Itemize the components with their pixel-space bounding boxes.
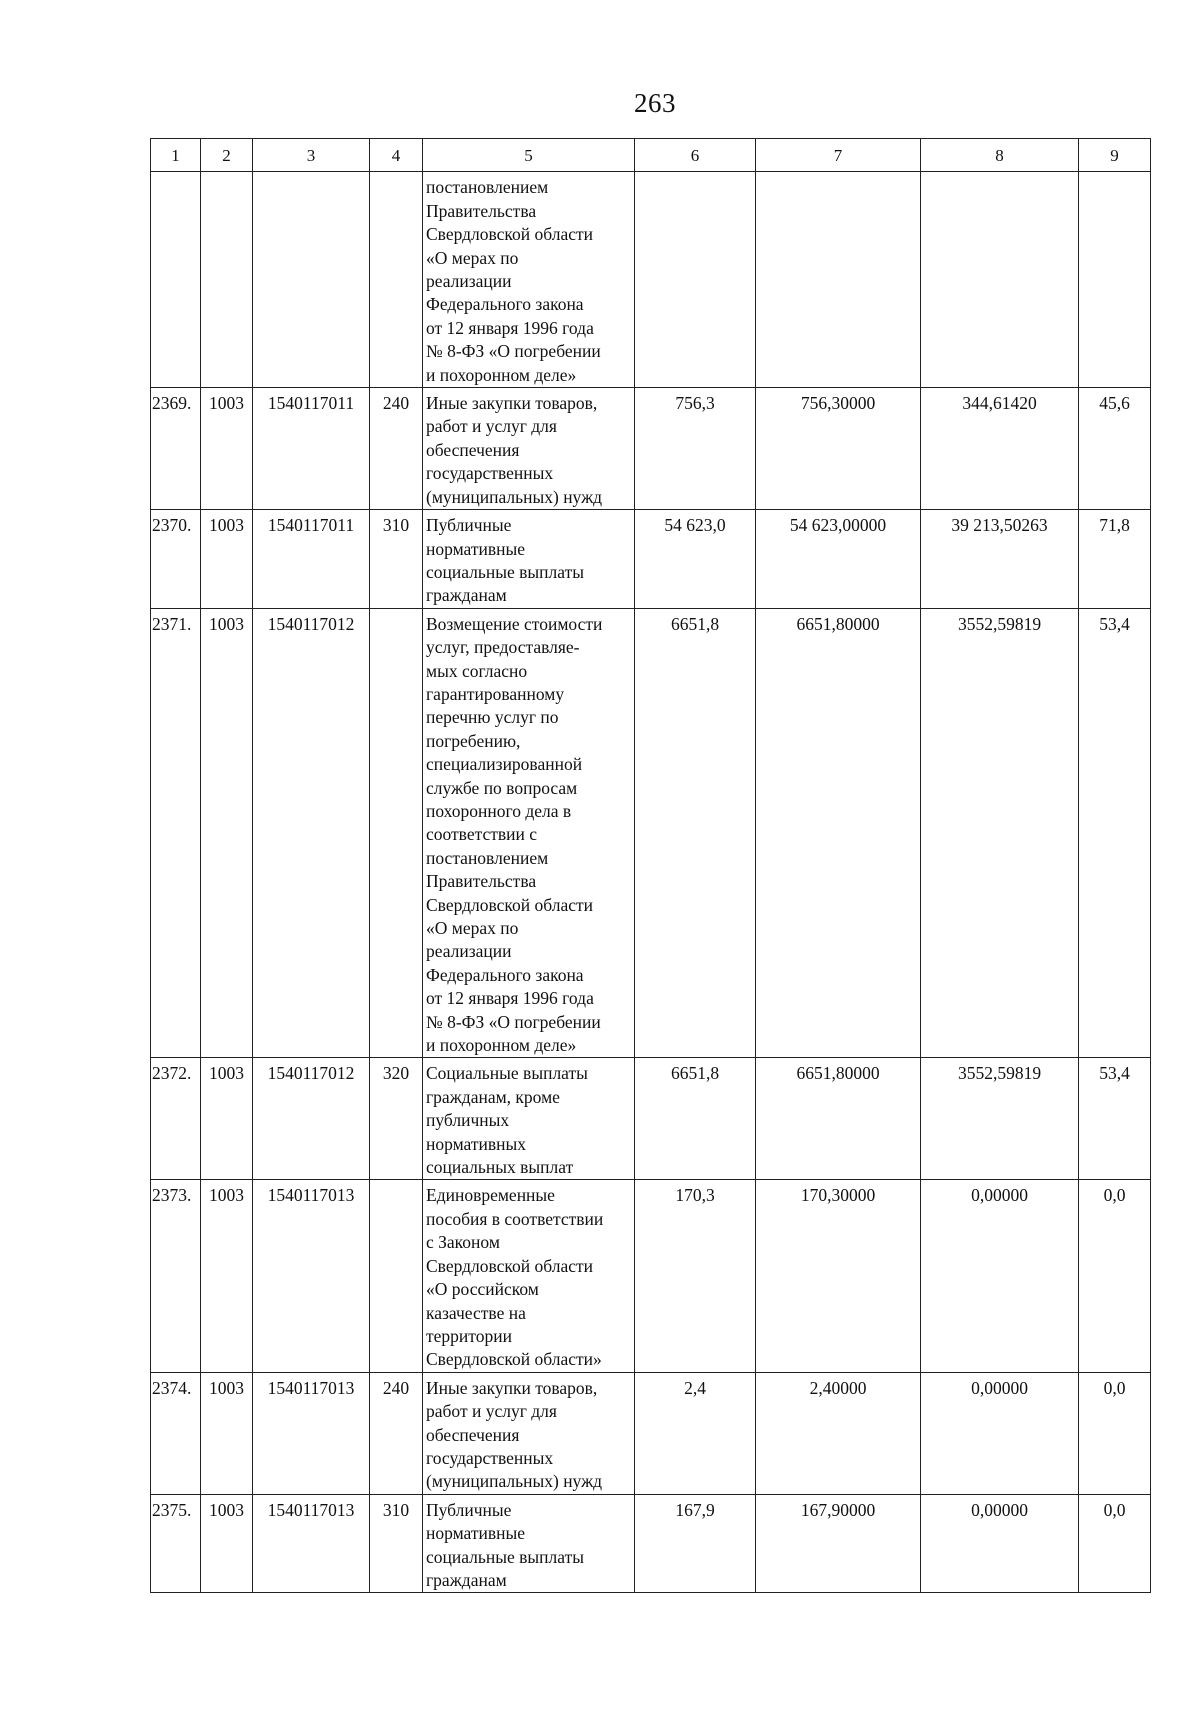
refined-amount-cell: 2,40000: [756, 1372, 921, 1494]
description-line: нормативные: [426, 1523, 526, 1544]
description-line: государственных: [426, 463, 554, 484]
column-header-8: 8: [921, 139, 1079, 172]
refined-amount-cell: 170,30000: [756, 1180, 921, 1372]
column-header-6: 6: [635, 139, 756, 172]
executed-amount-cell: 39 213,50263: [921, 510, 1079, 609]
description-line: Правительства: [426, 200, 537, 221]
description-line: социальные выплаты: [426, 561, 584, 582]
table-row: [151, 608, 1151, 1058]
description-line: обеспечения: [426, 439, 520, 460]
section-code-cell: 1003: [201, 1372, 253, 1494]
approved-amount-cell: 2,4: [635, 1372, 756, 1494]
expense-type-cell: 240: [370, 388, 423, 510]
description-line: Свердловской области: [426, 224, 594, 245]
description-cell: [423, 172, 635, 388]
execution-percent-cell: 71,8: [1079, 510, 1151, 609]
target-article-cell: 1540117012: [253, 1058, 370, 1180]
column-header-2: 2: [201, 139, 253, 172]
approved-amount-cell: 6651,8: [635, 1058, 756, 1180]
description-line: (муниципальных) нужд: [426, 486, 603, 507]
expense-type-cell: 310: [370, 510, 423, 609]
column-header-5: 5: [423, 139, 635, 172]
description-line: государственных: [426, 1447, 554, 1468]
description-cell: [423, 1058, 635, 1180]
table-row: [151, 388, 1151, 510]
column-header-1: 1: [151, 139, 201, 172]
description-line: нормативные: [426, 538, 526, 559]
target-article-cell: 1540117013: [253, 1494, 370, 1593]
description-line: и похоронном деле»: [426, 364, 577, 385]
expense-type-cell: [370, 608, 423, 1058]
table-row: [151, 510, 1151, 609]
row-number-cell: 2374.: [151, 1372, 201, 1494]
table-row: [151, 1494, 1151, 1593]
description-line: гражданам: [426, 1569, 507, 1590]
description-line: «О российском: [426, 1279, 539, 1300]
row-number-cell: 2369.: [151, 388, 201, 510]
description-line: Публичные: [426, 515, 512, 536]
description-line: постановлением: [426, 847, 549, 868]
execution-percent-cell: 0,0: [1079, 1372, 1151, 1494]
expense-type-cell: [370, 1180, 423, 1372]
refined-amount-cell: 54 623,00000: [756, 510, 921, 609]
section-code-cell: 1003: [201, 1058, 253, 1180]
description-line: гарантированному: [426, 683, 565, 704]
section-code-cell: 1003: [201, 388, 253, 510]
table-row: [151, 1180, 1151, 1372]
executed-amount-cell: 3552,59819: [921, 608, 1079, 1058]
approved-amount-cell: 167,9: [635, 1494, 756, 1593]
refined-amount-cell: 167,90000: [756, 1494, 921, 1593]
description-line: Федерального закона: [426, 964, 584, 985]
execution-percent-cell: 0,0: [1079, 1180, 1151, 1372]
description-line: работ и услуг для: [426, 1401, 557, 1422]
approved-amount-cell: 756,3: [635, 388, 756, 510]
description-line: перечню услуг по: [426, 707, 559, 728]
section-code-cell: 1003: [201, 608, 253, 1058]
expense-type-cell: [370, 172, 423, 388]
row-number-cell: 2372.: [151, 1058, 201, 1180]
description-line: социальных выплат: [426, 1157, 574, 1178]
description-line: реализации: [426, 941, 512, 962]
column-header-4: 4: [370, 139, 423, 172]
description-line: Возмещение стоимости: [426, 613, 603, 634]
column-header-7: 7: [756, 139, 921, 172]
target-article-cell: 1540117011: [253, 510, 370, 609]
row-number-cell: 2373.: [151, 1180, 201, 1372]
description-cell: [423, 1494, 635, 1593]
row-number-cell: 2370.: [151, 510, 201, 609]
column-header-3: 3: [253, 139, 370, 172]
target-article-cell: 1540117013: [253, 1372, 370, 1494]
description-cell: [423, 1372, 635, 1494]
description-line: обеспечения: [426, 1424, 520, 1445]
approved-amount-cell: 54 623,0: [635, 510, 756, 609]
expense-type-cell: 310: [370, 1494, 423, 1593]
description-line: работ и услуг для: [426, 416, 557, 437]
description-line: похоронного дела в: [426, 800, 572, 821]
table-header-row: [151, 139, 1151, 172]
description-line: «О мерах по: [426, 247, 519, 268]
executed-amount-cell: [921, 172, 1079, 388]
description-line: территории: [426, 1325, 512, 1346]
page-number: 263: [634, 88, 676, 118]
description-line: «О мерах по: [426, 918, 519, 938]
row-number-cell: 2375.: [151, 1494, 201, 1593]
section-code-cell: [201, 172, 253, 388]
refined-amount-cell: [756, 172, 921, 388]
description-cell: [423, 1180, 635, 1372]
target-article-cell: 1540117013: [253, 1180, 370, 1372]
description-line: погребению,: [426, 730, 521, 751]
description-line: и похоронном деле»: [426, 1035, 577, 1056]
executed-amount-cell: 344,61420: [921, 388, 1079, 510]
budget-table: [150, 138, 1151, 1593]
description-line: казачестве на: [426, 1302, 526, 1323]
execution-percent-cell: 53,4: [1079, 608, 1151, 1058]
description-line: Федерального закона: [426, 294, 584, 315]
executed-amount-cell: 0,00000: [921, 1180, 1079, 1372]
approved-amount-cell: 6651,8: [635, 608, 756, 1058]
section-code-cell: 1003: [201, 1180, 253, 1372]
description-line: Социальные выплаты: [426, 1063, 588, 1084]
description-line: Иные закупки товаров,: [426, 1377, 598, 1398]
section-code-cell: 1003: [201, 1494, 253, 1593]
row-number-cell: 2371.: [151, 608, 201, 1058]
section-code-cell: 1003: [201, 510, 253, 609]
refined-amount-cell: 756,30000: [756, 388, 921, 510]
description-cell: [423, 388, 635, 510]
execution-percent-cell: 45,6: [1079, 388, 1151, 510]
description-line: Публичные: [426, 1499, 512, 1520]
expense-type-cell: 320: [370, 1058, 423, 1180]
refined-amount-cell: 6651,80000: [756, 608, 921, 1058]
approved-amount-cell: [635, 172, 756, 388]
executed-amount-cell: 0,00000: [921, 1372, 1079, 1494]
description-line: (муниципальных) нужд: [426, 1471, 603, 1492]
table-row: [151, 1372, 1151, 1494]
description-line: публичных: [426, 1110, 510, 1131]
description-line: услуг, предоставляе-: [426, 637, 580, 658]
description-line: № 8-ФЗ «О погребении: [426, 1011, 601, 1032]
description-line: гражданам, кроме: [426, 1086, 560, 1107]
expense-type-cell: 240: [370, 1372, 423, 1494]
description-line: социальные выплаты: [426, 1546, 584, 1567]
description-line: Свердловской области»: [426, 1349, 602, 1370]
execution-percent-cell: 0,0: [1079, 1494, 1151, 1593]
table-row: [151, 1058, 1151, 1180]
description-line: Правительства: [426, 871, 537, 892]
executed-amount-cell: 0,00000: [921, 1494, 1079, 1593]
description-line: Свердловской области: [426, 1255, 594, 1276]
description-line: Свердловской области: [426, 894, 594, 915]
description-line: постановлением: [426, 177, 549, 198]
description-line: специализированной: [426, 754, 583, 775]
table-row: [151, 172, 1151, 388]
target-article-cell: 1540117012: [253, 608, 370, 1058]
column-header-9: 9: [1079, 139, 1151, 172]
description-line: пособия в соответствии: [426, 1208, 604, 1229]
description-line: соответствии с: [426, 824, 538, 845]
execution-percent-cell: [1079, 172, 1151, 388]
description-line: от 12 января 1996 года: [426, 317, 594, 338]
description-cell: [423, 510, 635, 609]
execution-percent-cell: 53,4: [1079, 1058, 1151, 1180]
description-line: Единовременные: [426, 1185, 555, 1206]
approved-amount-cell: 170,3: [635, 1180, 756, 1372]
executed-amount-cell: 3552,59819: [921, 1058, 1079, 1180]
description-line: реализации: [426, 271, 512, 292]
description-cell: [423, 608, 635, 1058]
row-number-cell: [151, 172, 201, 388]
description-line: Иные закупки товаров,: [426, 393, 598, 414]
refined-amount-cell: 6651,80000: [756, 1058, 921, 1180]
description-line: № 8-ФЗ «О погребении: [426, 341, 601, 362]
description-line: с Законом: [426, 1232, 500, 1253]
description-line: гражданам: [426, 585, 507, 606]
description-line: нормативных: [426, 1133, 527, 1154]
description-line: от 12 января 1996 года: [426, 988, 594, 1009]
table-body: [151, 172, 1151, 1593]
target-article-cell: [253, 172, 370, 388]
description-line: службе по вопросам: [426, 777, 578, 798]
description-line: мых согласно: [426, 660, 528, 681]
target-article-cell: 1540117011: [253, 388, 370, 510]
